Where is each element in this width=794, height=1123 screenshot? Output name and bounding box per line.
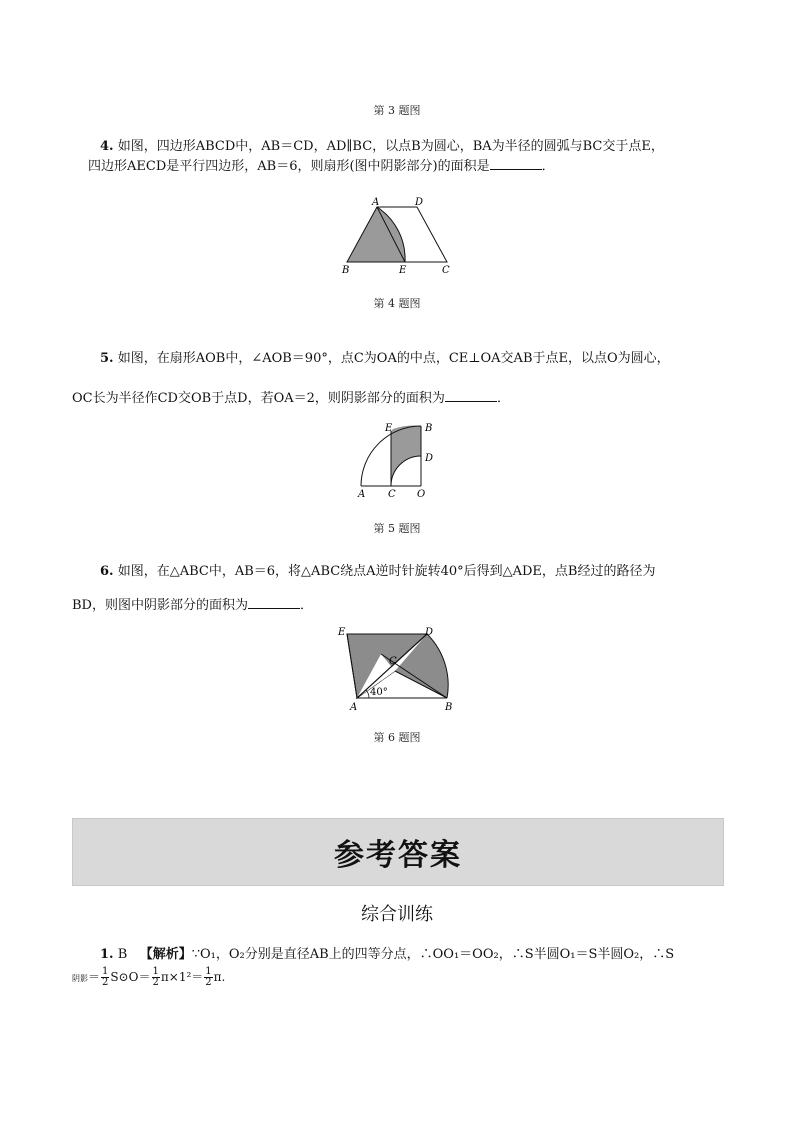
question-4: [88, 137, 730, 177]
figure-6-caption: 第 6 题图: [373, 731, 421, 744]
q5-label-b: B: [425, 423, 433, 434]
q4-label-a: A: [372, 197, 380, 208]
q5-number: 5.: [100, 351, 114, 366]
q4-number: 4.: [100, 139, 114, 154]
q4-label-c: C: [442, 265, 450, 276]
q5-label-a: A: [358, 489, 366, 500]
answer-1-line1: 1. B 【解析】∵O₁，O₂分别是直径AB上的四等分点，∴OO₁＝OO₂，∴S半圆O₁＝S半圆O₂，∴S: [100, 947, 675, 962]
figure-4-caption: 第 4 题图: [373, 297, 421, 310]
q4-line2: 四边形AECD是平行四边形，AB＝6，则扇形(图中阴影部分)的面积是 ．: [88, 159, 555, 174]
q6-label-c: C: [389, 656, 397, 667]
q5-label-e: E: [385, 423, 393, 434]
q5-line2: OC长为半径作CD交OB于点D，若OA＝2，则阴影部分的面积为 ．: [72, 391, 510, 406]
q6-label-e: E: [338, 627, 346, 638]
figure-4-diagram: [335, 196, 460, 276]
figure-3-caption: 第 3 题图: [373, 104, 421, 117]
q5-label-c: C: [388, 489, 396, 500]
q6-line2: BD，则图中阴影部分的面积为 ．: [72, 598, 313, 613]
q5-answer-blank[interactable]: [445, 389, 497, 402]
figure-5-diagram: [355, 418, 440, 500]
answer-1: [72, 944, 730, 990]
q4-label-e: E: [399, 265, 407, 276]
q6-label-d: D: [425, 627, 434, 638]
question-6: [72, 555, 730, 623]
q5-label-o: O: [417, 489, 426, 500]
q6-label-b: B: [445, 702, 453, 713]
figure-5-caption: 第 5 题图: [373, 522, 421, 535]
question-5: [72, 339, 730, 419]
answers-subheading: 综合训练: [361, 904, 433, 925]
q6-number: 6.: [100, 564, 114, 579]
q6-angle-label: 40°: [370, 687, 388, 698]
figure-6-diagram: [335, 624, 460, 716]
q5-line1: 5. 如图，在扇形AOB中，∠AOB＝90°，点C为OA的中点，CE⊥OA交AB于点E，以点O为圆心，: [100, 351, 670, 366]
answers-section-title: 参考答案: [334, 838, 462, 873]
answer-1-line2: 阴影＝ $\frac{1}{2}$ S⊙O＝ $\frac{1}{2}$ π×1²＝ $\frac{1}{2}$ π.: [72, 966, 226, 988]
q6-label-a: A: [350, 702, 358, 713]
q4-line1: 4. 如图，四边形ABCD中，AB＝CD，AD∥BC，以点B为圆心，BA为半径的圆弧与BC交于点E，: [100, 139, 664, 154]
q5-label-d: D: [425, 453, 434, 464]
q4-label-d: D: [415, 197, 424, 208]
q6-answer-blank[interactable]: [248, 596, 300, 609]
q4-label-b: B: [342, 265, 350, 276]
q4-answer-blank[interactable]: [490, 157, 542, 170]
answers-section-bar: [72, 818, 724, 886]
q6-line1: 6. 如图，在△ABC中，AB＝6，将△ABC绕点A逆时针旋转40°后得到△ADE，点B经过的路径为: [100, 564, 656, 579]
